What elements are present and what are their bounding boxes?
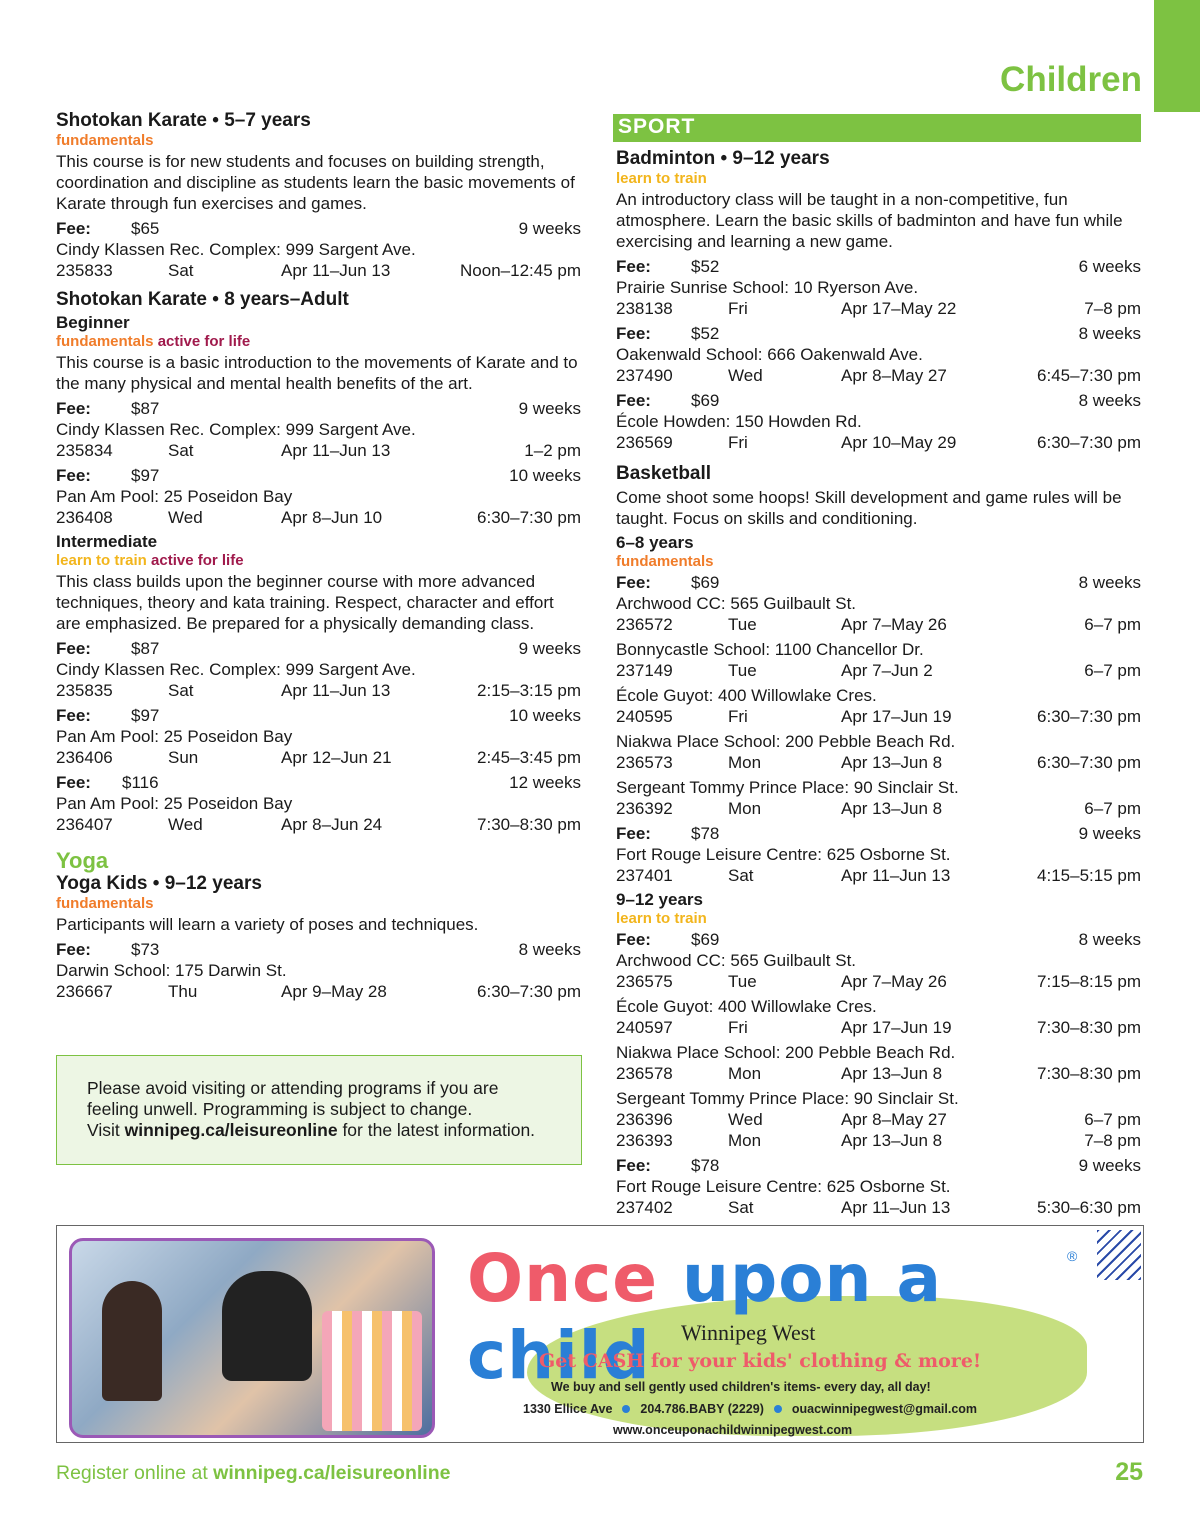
location: Cindy Klassen Rec. Complex: 999 Sargent Ave. <box>56 660 416 679</box>
session-row: 238138 Fri Apr 17–May 22 7–8 pm <box>616 299 1141 318</box>
program-description: Come shoot some hoops! Skill development and game rules will be taught. Focus on skills and conditioning. <box>616 488 1122 528</box>
tag-fundamentals: fundamentals <box>56 895 154 912</box>
fee-row: Fee: $87 9 weeks <box>56 399 581 418</box>
ad-phone[interactable]: 204.786.BABY (2229) <box>640 1402 764 1416</box>
age-group-label: 9–12 years <box>616 890 703 909</box>
ad-description: We buy and sell gently used children's items- every day, all day! <box>551 1380 931 1394</box>
session-row: 236392 Mon Apr 13–Jun 8 6–7 pm <box>616 799 1141 818</box>
location: Fort Rouge Leisure Centre: 625 Osborne St. <box>616 845 951 864</box>
person-figure <box>222 1271 312 1381</box>
right-column <box>616 114 1141 1218</box>
bullet-icon <box>774 1405 782 1413</box>
fee-row: Fee: $116 12 weeks <box>56 773 581 792</box>
leisureonline-link[interactable]: winnipeg.ca/leisureonline <box>124 1120 338 1140</box>
program-title: Badminton • 9–12 years <box>616 148 830 169</box>
session-row: 237401 Sat Apr 11–Jun 13 4:15–5:15 pm <box>616 866 1141 885</box>
location: Pan Am Pool: 25 Poseidon Bay <box>56 794 293 813</box>
fee-row: Fee: $52 6 weeks <box>616 257 1141 276</box>
session-row: 236573 Mon Apr 13–Jun 8 6:30–7:30 pm <box>616 753 1141 772</box>
program-description: This course is for new students and focuses on building strength, coordination and discipline as students learn the basic movements of Karate through fun exercises and games. <box>56 152 575 213</box>
level-label: Intermediate <box>56 532 158 551</box>
session-row: 235833 Sat Apr 11–Jun 13 Noon–12:45 pm <box>56 261 581 280</box>
clothing-rack <box>322 1311 422 1431</box>
tag-fundamentals: fundamentals <box>616 553 714 570</box>
fee-row: Fee: $87 9 weeks <box>56 639 581 658</box>
fee-row: Fee: $97 10 weeks <box>56 706 581 725</box>
location: Sergeant Tommy Prince Place: 90 Sinclair St. <box>616 1089 959 1108</box>
ad-logo: Once upon a child <box>467 1240 943 1394</box>
fee-row: Fee: $69 8 weeks <box>616 391 1141 410</box>
section-tab <box>1154 0 1200 112</box>
session-row: 240595 Fri Apr 17–Jun 19 6:30–7:30 pm <box>616 707 1141 726</box>
location: Niakwa Place School: 200 Pebble Beach Rd. <box>616 1043 956 1062</box>
location: Fort Rouge Leisure Centre: 625 Osborne St. <box>616 1177 951 1196</box>
session-row: 237490 Wed Apr 8–May 27 6:45–7:30 pm <box>616 366 1141 385</box>
session-row: 236393 Mon Apr 13–Jun 8 7–8 pm <box>616 1131 1141 1150</box>
session-row: 237402 Sat Apr 11–Jun 13 5:30–6:30 pm <box>616 1198 1141 1217</box>
location: École Guyot: 400 Willowlake Cres. <box>616 686 877 705</box>
location: Prairie Sunrise School: 10 Ryerson Ave. <box>616 278 919 297</box>
ad-contact <box>523 1402 977 1416</box>
fee-row: Fee: $97 10 weeks <box>56 466 581 485</box>
location: Niakwa Place School: 200 Pebble Beach Rd. <box>616 732 956 751</box>
location: Pan Am Pool: 25 Poseidon Bay <box>56 727 293 746</box>
program-title: Basketball <box>616 463 712 484</box>
page-number: 25 <box>1115 1458 1143 1486</box>
advertisement[interactable] <box>56 1225 1144 1443</box>
tag-fundamentals: fundamentals <box>56 333 154 350</box>
program-description: Participants will learn a variety of poses and techniques. <box>56 915 479 934</box>
tag-learn-to-train: learn to train <box>56 552 147 569</box>
footer: Register online at winnipeg.ca/leisureonline <box>56 1462 451 1484</box>
location: École Guyot: 400 Willowlake Cres. <box>616 997 877 1016</box>
session-row: 235834 Sat Apr 11–Jun 13 1–2 pm <box>56 441 581 460</box>
location: École Howden: 150 Howden Rd. <box>616 412 862 431</box>
ad-address: 1330 Ellice Ave <box>523 1402 613 1416</box>
session-row: 236569 Fri Apr 10–May 29 6:30–7:30 pm <box>616 433 1141 452</box>
session-row: 236578 Mon Apr 13–Jun 8 7:30–8:30 pm <box>616 1064 1141 1083</box>
session-row: 236575 Tue Apr 7–May 26 7:15–8:15 pm <box>616 972 1141 991</box>
session-row: 236407 Wed Apr 8–Jun 24 7:30–8:30 pm <box>56 815 581 834</box>
location: Archwood CC: 565 Guilbault St. <box>616 951 857 970</box>
program-description: An introductory class will be taught in a non-competitive, fun atmosphere. Learn the basic skills of badminton and have fun while exercising and learning a new game. <box>616 190 1123 251</box>
location: Cindy Klassen Rec. Complex: 999 Sargent Ave. <box>56 420 416 439</box>
fee-row: Fee: $73 8 weeks <box>56 940 581 959</box>
ad-email[interactable]: ouacwinnipegwest@gmail.com <box>791 1402 978 1416</box>
left-column <box>56 110 581 1002</box>
age-group-label: 6–8 years <box>616 533 694 552</box>
location: Archwood CC: 565 Guilbault St. <box>616 594 857 613</box>
location: Bonnycastle School: 1100 Chancellor Dr. <box>616 640 924 659</box>
tag-learn-to-train: learn to train <box>616 170 707 187</box>
level-label: Beginner <box>56 313 130 332</box>
tag-active-for-life: active for life <box>151 552 244 569</box>
tag-fundamentals: fundamentals <box>56 132 154 149</box>
program-title: Yoga Kids • 9–12 years <box>56 873 262 894</box>
fee-row: Fee: $69 8 weeks <box>616 573 1141 592</box>
fee-row: Fee: $78 9 weeks <box>616 1156 1141 1175</box>
session-row: 236396 Wed Apr 8–May 27 6–7 pm <box>616 1110 1141 1129</box>
health-notice: Please avoid visiting or attending programs if you are feeling unwell. Programming is subject to change. Visit winnipeg.ca/leisureonline for the latest information. <box>56 1055 582 1165</box>
fee-row: Fee: $65 9 weeks <box>56 219 581 238</box>
location: Sergeant Tommy Prince Place: 90 Sinclair St. <box>616 778 959 797</box>
session-row: 235835 Sat Apr 11–Jun 13 2:15–3:15 pm <box>56 681 581 700</box>
location: Cindy Klassen Rec. Complex: 999 Sargent Ave. <box>56 240 416 259</box>
ad-tagline: Get CASH for your kids' clothing & more! <box>539 1350 982 1372</box>
sport-header: SPORT <box>613 114 1141 142</box>
tag-learn-to-train: learn to train <box>616 910 707 927</box>
category-title: Yoga <box>56 848 109 873</box>
session-row: 236667 Thu Apr 9–May 28 6:30–7:30 pm <box>56 982 581 1001</box>
fee-row: Fee: $52 8 weeks <box>616 324 1141 343</box>
program-description: This course is a basic introduction to the movements of Karate and to the many physical and mental health benefits of the art. <box>56 353 578 393</box>
location: Oakenwald School: 666 Oakenwald Ave. <box>616 345 923 364</box>
session-row: 240597 Fri Apr 17–Jun 19 7:30–8:30 pm <box>616 1018 1141 1037</box>
program-title: Shotokan Karate • 5–7 years <box>56 110 311 131</box>
bullet-icon <box>622 1405 630 1413</box>
location: Pan Am Pool: 25 Poseidon Bay <box>56 487 293 506</box>
session-row: 236408 Wed Apr 8–Jun 10 6:30–7:30 pm <box>56 508 581 527</box>
registered-mark: ® <box>1067 1248 1078 1264</box>
fee-row: Fee: $78 9 weeks <box>616 824 1141 843</box>
session-row: 237149 Tue Apr 7–Jun 2 6–7 pm <box>616 661 1141 680</box>
location: Darwin School: 175 Darwin St. <box>56 961 287 980</box>
ad-website[interactable]: www.onceuponachildwinnipegwest.com <box>613 1423 853 1437</box>
ad-location: Winnipeg West <box>681 1320 816 1345</box>
footer-link[interactable]: winnipeg.ca/leisureonline <box>213 1462 451 1484</box>
program-title: Shotokan Karate • 8 years–Adult <box>56 289 349 310</box>
session-row: 236572 Tue Apr 7–May 26 6–7 pm <box>616 615 1141 634</box>
session-row: 236406 Sun Apr 12–Jun 21 2:45–3:45 pm <box>56 748 581 767</box>
fee-row: Fee: $69 8 weeks <box>616 930 1141 949</box>
section-title: Children <box>1000 60 1142 99</box>
person-figure <box>102 1281 162 1401</box>
store-photo <box>69 1238 435 1438</box>
tag-active-for-life: active for life <box>157 333 251 350</box>
program-description: This class builds upon the beginner course with more advanced techniques, theory and kata training. Respect, character and effort are emphasized. Be prepared for a physically demanding class. <box>56 572 554 633</box>
